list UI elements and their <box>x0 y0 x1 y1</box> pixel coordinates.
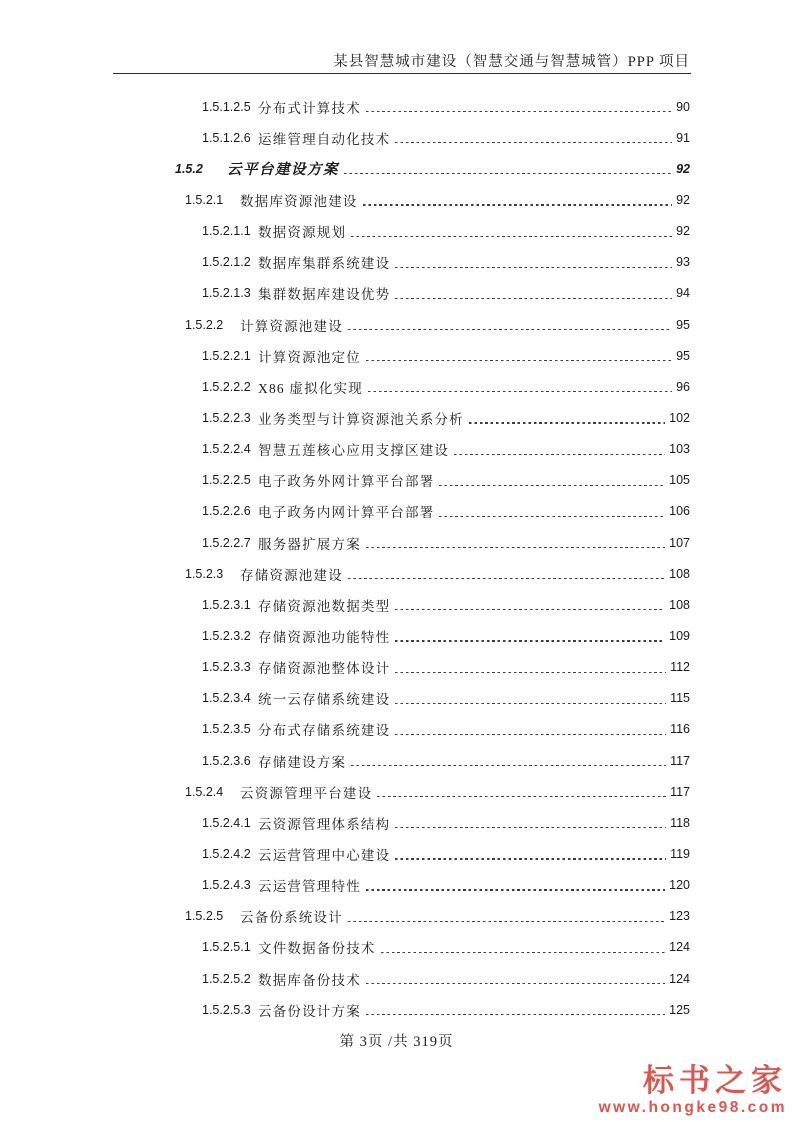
toc-entry-page: 105 <box>669 473 690 488</box>
toc-entry-number: 1.5.2.1.3 <box>202 286 251 301</box>
toc-entry-number: 1.5.2.3.6 <box>202 753 251 768</box>
toc-entry-page: 92 <box>676 192 690 207</box>
toc-entry-page: 120 <box>669 878 690 893</box>
dotted-leader <box>377 796 666 797</box>
toc-entry-title: 存储资源池功能特性 <box>258 629 391 645</box>
toc-entry-page: 95 <box>676 348 690 363</box>
dotted-leader <box>348 578 665 579</box>
toc-entry[interactable] <box>0 745 793 776</box>
watermark-brand: 标书之家 <box>643 1063 787 1099</box>
toc-entry[interactable] <box>0 402 793 433</box>
toc-entry-page: 109 <box>669 628 690 643</box>
toc-entry-title: 计算资源池建设 <box>240 318 343 334</box>
toc-entry-number: 1.5.2.2.4 <box>202 442 251 457</box>
toc-entry-number: 1.5.2.5 <box>185 909 224 924</box>
toc-entry-number: 1.5.2.2.7 <box>202 535 251 550</box>
toc-entry-number: 1.5.2.2.1 <box>202 348 251 363</box>
dotted-leader <box>395 640 665 641</box>
dotted-leader <box>395 267 672 268</box>
toc-entry[interactable] <box>0 558 793 589</box>
page-header-title: 某县智慧城市建设（智慧交通与智慧城管）PPP 项目 <box>333 54 690 70</box>
toc-entry-title: 计算资源池定位 <box>258 349 361 365</box>
toc-entry[interactable] <box>0 652 793 683</box>
toc-entry-page: 93 <box>676 255 690 270</box>
toc-entry-title: 电子政务外网计算平台部署 <box>258 474 435 490</box>
toc-entry[interactable] <box>0 527 793 558</box>
toc-entry-title: 电子政务内网计算平台部署 <box>258 505 435 521</box>
toc-entry[interactable] <box>0 184 793 215</box>
toc-entry[interactable] <box>0 340 793 371</box>
toc-entry-number: 1.5.2.1 <box>185 192 224 207</box>
dotted-leader <box>348 921 665 922</box>
toc-entry[interactable] <box>0 465 793 496</box>
toc-entry-title: 云资源管理体系结构 <box>258 816 391 832</box>
toc-entry-page: 117 <box>670 784 690 799</box>
toc-entry[interactable] <box>0 589 793 620</box>
dotted-leader <box>395 672 666 673</box>
toc-entry-number: 1.5.2.2 <box>185 317 224 332</box>
toc-entry-title: 文件数据备份技术 <box>258 941 376 957</box>
toc-entry-number: 1.5.2.4.1 <box>202 815 251 830</box>
dotted-leader <box>351 236 672 237</box>
toc-entry-number: 1.5.2.5.1 <box>202 940 251 955</box>
dotted-leader <box>363 204 672 205</box>
toc-entry-number: 1.5.2.1.1 <box>202 224 251 239</box>
toc-entry-title: 云备份设计方案 <box>258 1003 361 1019</box>
dotted-leader <box>395 703 666 704</box>
toc-entry-page: 96 <box>676 379 690 394</box>
dotted-leader <box>395 609 665 610</box>
toc-entry[interactable] <box>0 434 793 465</box>
toc-entry-number: 1.5.2.4.2 <box>202 846 251 861</box>
toc-entry[interactable] <box>0 714 793 745</box>
dotted-leader <box>454 454 665 455</box>
dotted-leader <box>395 858 666 859</box>
toc-entry-page: 115 <box>670 691 690 706</box>
toc-entry[interactable] <box>0 994 793 1025</box>
toc-entry-title: 数据库集群系统建设 <box>258 256 391 272</box>
toc-entry-page: 92 <box>676 224 690 239</box>
toc-entry-number: 1.5.2.1.2 <box>202 255 251 270</box>
toc-entry-title: 数据资源规划 <box>258 225 347 241</box>
toc-entry[interactable] <box>0 278 793 309</box>
toc-entry-title: 业务类型与计算资源池关系分析 <box>258 411 464 427</box>
toc-entry-number: 1.5.2.3 <box>185 566 224 581</box>
toc-entry-page: 119 <box>670 846 690 861</box>
toc-entry-title: 存储建设方案 <box>258 754 347 770</box>
dotted-leader <box>366 360 672 361</box>
toc-entry-title: X86 虚拟化实现 <box>258 380 363 396</box>
watermark <box>599 1065 787 1116</box>
toc-entry[interactable] <box>0 901 793 932</box>
dotted-leader <box>366 983 665 984</box>
toc-entry-number: 1.5.2.3.3 <box>202 660 251 675</box>
toc-entry-title: 数据库备份技术 <box>258 972 361 988</box>
toc-entry-page: 116 <box>670 722 690 737</box>
dotted-leader <box>439 485 665 486</box>
dotted-leader <box>381 952 666 953</box>
toc-entry-title: 分布式计算技术 <box>258 100 361 116</box>
toc-entry-number: 1.5.2.4.3 <box>202 878 251 893</box>
toc-entry-number: 1.5.2.5.2 <box>202 971 251 986</box>
toc-entry-number: 1.5.2.2.6 <box>202 504 251 519</box>
toc-entry-title: 集群数据库建设优势 <box>258 287 391 303</box>
toc-entry-page: 103 <box>669 442 690 457</box>
toc-entry-page: 94 <box>676 286 690 301</box>
toc-entry-title: 云资源管理平台建设 <box>240 785 373 801</box>
toc-entry-page: 112 <box>670 660 690 675</box>
toc-entry-number: 1.5.2.3.1 <box>202 597 251 612</box>
toc-entry-page: 102 <box>669 410 690 425</box>
toc-entry-title: 统一云存储系统建设 <box>258 692 391 708</box>
toc-entry-number: 1.5.2.3.2 <box>202 628 251 643</box>
toc-entry-page: 117 <box>670 753 690 768</box>
toc-entry-page: 124 <box>669 971 690 986</box>
toc-entry[interactable] <box>0 776 793 807</box>
toc-entry[interactable] <box>0 496 793 527</box>
toc-entry[interactable] <box>0 620 793 651</box>
dotted-leader <box>395 298 672 299</box>
watermark-url: www.hongke98.com <box>598 1098 787 1116</box>
dotted-leader <box>366 547 665 548</box>
dotted-leader <box>351 765 666 766</box>
toc-entry-title: 存储资源池整体设计 <box>258 661 391 677</box>
toc-entry-page: 125 <box>669 1002 690 1017</box>
toc-entry-number: 1.5.1.2.5 <box>202 99 251 114</box>
dotted-leader <box>395 142 672 143</box>
toc-entry-title: 智慧五莲核心应用支撑区建设 <box>258 443 450 459</box>
toc-entry-page: 91 <box>676 130 690 145</box>
toc-entry-page: 124 <box>669 940 690 955</box>
dotted-leader <box>366 111 672 112</box>
table-of-contents <box>0 91 793 1025</box>
toc-entry-page: 95 <box>676 317 690 332</box>
toc-entry[interactable] <box>0 932 793 963</box>
toc-entry-title: 云备份系统设计 <box>240 910 343 926</box>
toc-entry-number: 1.5.2.3.5 <box>202 722 251 737</box>
toc-entry[interactable] <box>0 963 793 994</box>
dotted-leader <box>439 516 665 517</box>
header-rule <box>113 73 691 74</box>
toc-entry-page: 118 <box>670 815 690 830</box>
toc-entry-number: 1.5.1.2.6 <box>202 130 251 145</box>
toc-entry[interactable] <box>0 309 793 340</box>
toc-entry-title: 云运营管理特性 <box>258 879 361 895</box>
toc-entry-title: 分布式存储系统建设 <box>258 723 391 739</box>
toc-entry[interactable] <box>0 683 793 714</box>
toc-entry[interactable] <box>0 870 793 901</box>
toc-entry-title: 存储资源池建设 <box>240 567 343 583</box>
toc-entry-page: 123 <box>669 909 690 924</box>
toc-entry-page: 106 <box>669 504 690 519</box>
toc-entry-title: 数据库资源池建设 <box>240 193 358 209</box>
toc-entry-title: 运维管理自动化技术 <box>258 131 391 147</box>
toc-entry-number: 1.5.2.5.3 <box>202 1002 251 1017</box>
toc-entry[interactable] <box>0 247 793 278</box>
toc-entry-page: 108 <box>669 566 690 581</box>
dotted-leader <box>469 422 665 423</box>
toc-entry[interactable] <box>0 371 793 402</box>
toc-entry-number: 1.5.2.2.5 <box>202 473 251 488</box>
toc-entry[interactable] <box>0 838 793 869</box>
dotted-leader <box>348 329 672 330</box>
dotted-leader <box>395 827 666 828</box>
toc-entry-page: 92 <box>676 161 690 176</box>
dotted-leader <box>366 889 665 890</box>
toc-entry[interactable] <box>0 91 793 122</box>
toc-entry-number: 1.5.2 <box>175 161 203 176</box>
page-number-footer: 第 3页 /共 319页 <box>339 1034 454 1050</box>
toc-entry-title: 云运营管理中心建设 <box>258 847 391 863</box>
toc-entry-number: 1.5.2.3.4 <box>202 691 251 706</box>
toc-entry-number: 1.5.2.2.3 <box>202 410 251 425</box>
dotted-leader <box>368 391 672 392</box>
dotted-leader <box>366 1014 665 1015</box>
toc-entry-title: 服务器扩展方案 <box>258 536 361 552</box>
toc-entry[interactable] <box>0 153 793 184</box>
toc-entry-page: 107 <box>669 535 690 550</box>
toc-entry[interactable] <box>0 122 793 153</box>
toc-entry-page: 108 <box>669 597 690 612</box>
toc-entry-title: 云平台建设方案 <box>227 162 339 179</box>
dotted-leader <box>395 734 666 735</box>
toc-entry[interactable] <box>0 216 793 247</box>
toc-entry-number: 1.5.2.4 <box>185 784 224 799</box>
dotted-leader <box>344 173 672 174</box>
toc-entry-number: 1.5.2.2.2 <box>202 379 251 394</box>
toc-entry-page: 90 <box>676 99 690 114</box>
toc-entry[interactable] <box>0 807 793 838</box>
toc-entry-title: 存储资源池数据类型 <box>258 598 391 614</box>
